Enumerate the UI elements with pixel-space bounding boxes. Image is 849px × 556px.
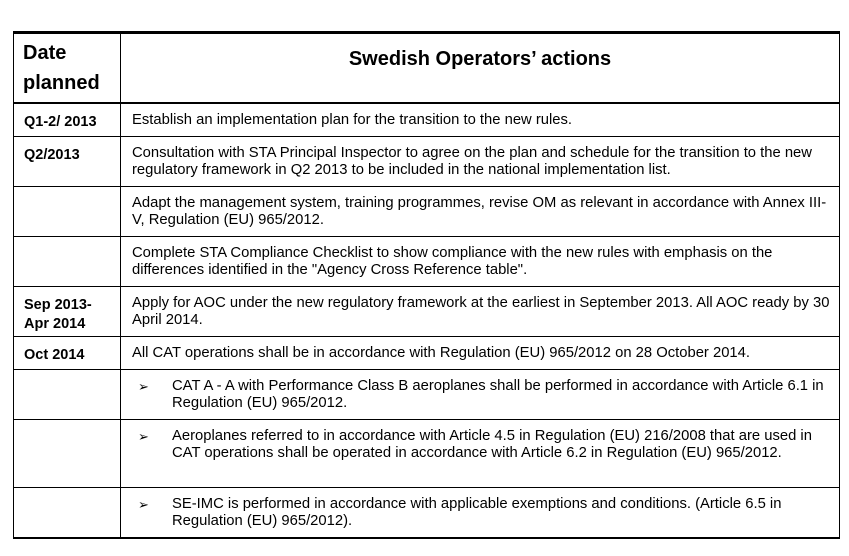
action-text: CAT A - A with Performance Class B aeroplanes shall be performed in accordance with Article 6.1 in Regulation (EU) 965/2012. (172, 378, 824, 411)
actions-header: Swedish Operators’ actions (121, 33, 840, 104)
arrow-bullet-icon: ➢ (138, 429, 149, 444)
date-cell (14, 420, 121, 488)
action-cell: Establish an implementation plan for the transition to the new rules. (121, 103, 840, 137)
table-row (14, 488, 840, 539)
date-cell: Oct 2014 (14, 337, 121, 370)
action-text: Aeroplanes referred to in accordance with Article 4.5 in Regulation (EU) 216/2008 that are used in CAT operations shall be operated in accordance with Article 6.2 in Regulation (EU) 965/2012. (172, 428, 812, 461)
action-cell: Complete STA Compliance Checklist to show compliance with the new rules with emphasis on the differences identified in the "Agency Cross Reference table". (121, 237, 840, 287)
table-row (14, 137, 840, 187)
action-cell (121, 488, 840, 539)
date-cell (14, 187, 121, 237)
action-cell: Apply for AOC under the new regulatory framework at the earliest in September 2013. All AOC ready by 30 April 2014. (121, 287, 840, 337)
action-cell: Adapt the management system, training programmes, revise OM as relevant in accordance with Annex III-V, Regulation (EU) 965/2012. (121, 187, 840, 237)
table-row (14, 287, 840, 337)
date-cell (14, 237, 121, 287)
date-cell: Sep 2013- Apr 2014 (14, 287, 121, 337)
arrow-bullet-icon: ➢ (138, 497, 149, 512)
table-row (14, 420, 840, 488)
table-row (14, 103, 840, 137)
date-planned-header: Date planned (14, 33, 121, 104)
operators-actions-table (13, 31, 840, 539)
action-cell (121, 370, 840, 420)
action-text: SE-IMC is performed in accordance with applicable exemptions and conditions. (Article 6.5 in Regulation (EU) 965/2012). (172, 496, 782, 529)
table-row (14, 337, 840, 370)
action-cell: All CAT operations shall be in accordance with Regulation (EU) 965/2012 on 28 October 2014. (121, 337, 840, 370)
action-cell (121, 420, 840, 488)
header-row (14, 33, 840, 104)
table-row (14, 187, 840, 237)
arrow-bullet-icon: ➢ (138, 379, 149, 394)
date-cell (14, 488, 121, 539)
table-row (14, 237, 840, 287)
date-cell: Q1-2/ 2013 (14, 103, 121, 137)
date-cell (14, 370, 121, 420)
action-cell: Consultation with STA Principal Inspector to agree on the plan and schedule for the transition to the new regulatory framework in Q2 2013 to be included in the national implementation list. (121, 137, 840, 187)
date-cell: Q2/2013 (14, 137, 121, 187)
table-row (14, 370, 840, 420)
